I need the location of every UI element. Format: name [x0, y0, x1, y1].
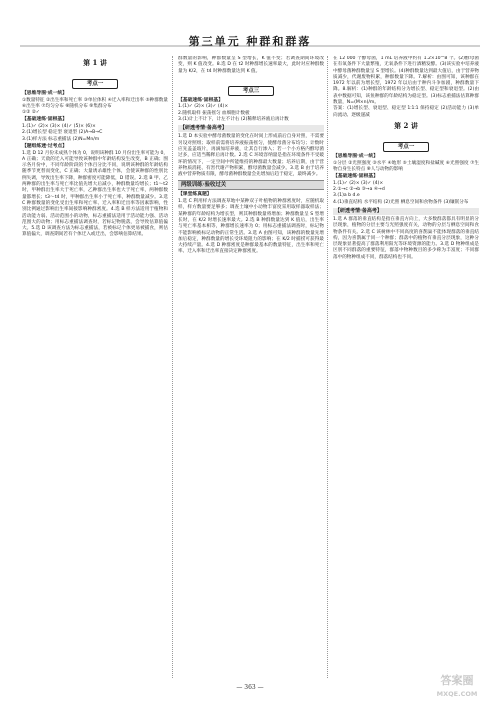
answer-line: 2.随机取样 振荡摇匀 血细胞计数板	[178, 110, 250, 116]
section-badge: 考点一	[72, 79, 119, 89]
section-title: 【题组练透·过考点】	[22, 143, 67, 149]
column-divider	[327, 56, 328, 678]
answer-line: 1.(1)✓ (2)× (3)× (4)✓ (5)× (6)×	[22, 124, 96, 130]
answer-line: 3.(1)a b d.e	[333, 193, 360, 199]
review-band: 两级训练·验收过关	[178, 180, 324, 190]
column-3	[333, 56, 479, 678]
column-1	[22, 56, 168, 678]
answer-line: ①② ②✓	[22, 110, 40, 116]
section-badge: 考点三	[228, 86, 275, 96]
explanation-text: 1.选 D 12 月份未成熟个体为 0，说明该种群 10 月份出生率可能为 0，A 正确；天敌的迁入可能导致该种群中年龄结构发生改变，B 正确；图示各月份中，不同年龄阶段的个体百分比不同，说明该种群的年龄结构随季节更替而变化，C 正确；大量诱杀雄性个体，会使该种群的性别比例失调，导致出生率下降，种群密度可能降低，D 错误。2.选 B 甲、乙两种群的出生率与死亡率比值先增大后减小，种群数量均增长；t1～t2 时，甲种群出生率大于死亡率，乙种群出生率也大于死亡率，两种群数量都增长；t3～t4 时，甲种群出生率小于死亡率，种群数量减少。3.选 C 种群数量的变化受出生率和死亡率、迁入率和迁出率等因素影响，性别比例通过影响出生率间接影响种群密度。4.选 B 样方法适用于植物和活动能力弱、活动范围小的动物，标志重捕法适用于活动能力强、活动范围大的动物；用标志重捕法调查时，若标记物脱落，会导致估算值偏大。5.选 D 该调查方法为标志重捕法，若被标记个体更易被捕食，则估算值偏大，调查期间若有个体迁入或迁出，会影响估算结果。	[22, 150, 168, 238]
section-title: 【思维导图·成一统】	[333, 153, 378, 159]
answer-line: 答案：(1)增长型、衰退型、稳定型 1∶1∶1 保持稳定 (2)活动能力 (3)单向流动、逐级递减	[333, 106, 479, 118]
answer-line: 2.(1)增长型 稳定型 衰退型 (2)A→B→C	[22, 130, 103, 136]
section-title: 【基础速练·固根基】	[178, 97, 223, 103]
section-title: 【研透考情·备高考】	[333, 208, 479, 215]
answer-line: 1.(1)✓ (2)× (3)✓ (4)×	[333, 180, 384, 186]
explanation-text: 在 12 000 个酵母菌，1 mL 培养液中约有 1.2×10^8 个。(2)酵母菌在有氧条件下大量繁殖，无氧条件下进行酒精发酵。(3)该实验中培养液中酵母菌种群数量呈 S 型增长。(4)种群数量达到最大值后，由于营养物质减少，代谢废物积累，种群数量下降。7.解析：由图可知，该种群在 1972 年以前为增长型，1972 年以后由于种内斗争加剧，种群数量下降。8.解析：(1)种群的年龄结构分为增长型、稳定型和衰退型。(2)由表中数据可知，该鱼种群的年龄结构为稳定型。(3)标志重捕法估算种群数量，N=(M×n)/m。	[333, 56, 479, 106]
page-number: — 363 —	[236, 684, 264, 691]
unit-title: 第三单元 种群和群落	[188, 35, 312, 48]
lecture-heading: 第 2 讲	[394, 120, 418, 130]
explanation-text: 群数量的影响，种群数量呈 S 型增长，K 值不变；若调查期间环境改变，则 K 值改变。8.选 D 在 t2 时种群增长速率最大，此时对应种群数量为 K/2，在 t4 时种群数量达到 K 值。	[178, 56, 324, 74]
watermark-logo	[420, 671, 494, 701]
explanation-text: 1.选 D 本实验中酵母菌数量的变化在时间上形成前后自身对照，不需要另设对照组；取样前需将培养液振荡摇匀，使酵母菌分布均匀；计数时应先盖盖玻片，再滴加培养液，让其自行渗入；若一个小方格内酵母菌过多，应适当稀释后再计数。2.选 C 环境容纳量是指在环境条件不受破坏的情况下，一定空间中所能维持的种群最大数量；培养后期，由于营养物质消耗、有害代谢产物积累，酵母菌数量会减少。3.选 B 由于培养液中营养物质有限，酵母菌种群数量会先增加后趋于稳定，最终减少。	[178, 134, 324, 178]
watermark-text: 答案圈	[440, 674, 474, 687]
lecture-heading: 第 1 讲	[83, 58, 107, 67]
answer-line: 3.(1)计上不计下，计左不计右 (2)稀释培养液后再计数	[178, 117, 289, 123]
section-title: 【基础速练·固根基】	[22, 117, 67, 123]
explanation-text: 1.选 C 利用样方法调查草地中某种双子叶植物的种群密度时，应随机取样，样方数量要足够多；调查土壤中小动物丰富度采用取样器取样法；某种群的年龄结构为增长型，则其种群数量将增加；种群数量呈 S 型增长时，在 K/2 时增长速率最大。2.选 B 种群数量达到 K 值后，出生率与死亡率基本相等，种群增长速率为 0；用标志重捕法调查时，标记物不能影响被标记动物的正常生活。3.选 A 由图可知，该种群的数量先增加后稳定，种群数量的增长受环境阻力的影响；在 K/2 时捕捞可获得最大持续产量。4.选 D 种群密度是种群最基本的数量特征，出生率和死亡率、迁入率和迁出率直接决定种群密度。	[178, 199, 324, 255]
section-title: 【基础速练·固根基】	[333, 174, 378, 180]
answer-line: 3.(1)样方法 标志重捕法 (2)N=Mn/m	[22, 136, 100, 142]
answer-line: 2.①→c ②→b ③→a ④→d	[333, 187, 385, 193]
answer-line: 1.(1)✓ (2)× (3)✓ (4)×	[178, 104, 229, 110]
section-title: 【课堂练真题】	[178, 192, 212, 198]
explanation-text: 1.选 A 群落的垂直结构是指在垂直方向上，大多数群落都具有明显的分层现象，植物的分层主要与光照强度有关，动物的分层与栖息空间和食物条件有关。2.选 C 该树林中不同高度的喜鹊巢不能体现群落的垂直结构，因为喜鹊属于同一个种群；群落中的植物有垂直分层现象，这种分层现象显著提高了群落利用阳光等环境资源的能力。3.选 D 物种组成是区别不同群落的重要特征，群落中物种数目的多少称为丰富度；不同群落中的物种组成不同，群落结构也不同。	[333, 216, 479, 260]
answer-line: 4.(1)垂直结构 水平结构 (2)光照 栖息空间和食物条件 (3)镶嵌分布	[333, 199, 469, 205]
answer-line: ①分层 ②光照强度 ③水平 ④地形 ⑤土壤湿度和盐碱度 ⑥光照强度 ⑦生物自身生长特点 ⑧人与动物的影响	[333, 160, 479, 172]
section-title: 【研透考情·备高考】	[178, 125, 324, 132]
column-divider	[172, 56, 173, 678]
watermark-url: MXQE.COM	[436, 690, 478, 698]
answer-line: ①数量特征 ②出生率和死亡率 ③单位体积 ④迁入率和迁出率 ⑤种群数量 ⑥出生率 ⑦均匀分布 ⑧随机分布 ⑨集群分布	[22, 97, 168, 109]
column-2	[178, 56, 324, 678]
section-title: 【思维导图·成一统】	[22, 91, 67, 96]
section-badge: 考点一	[383, 142, 430, 152]
